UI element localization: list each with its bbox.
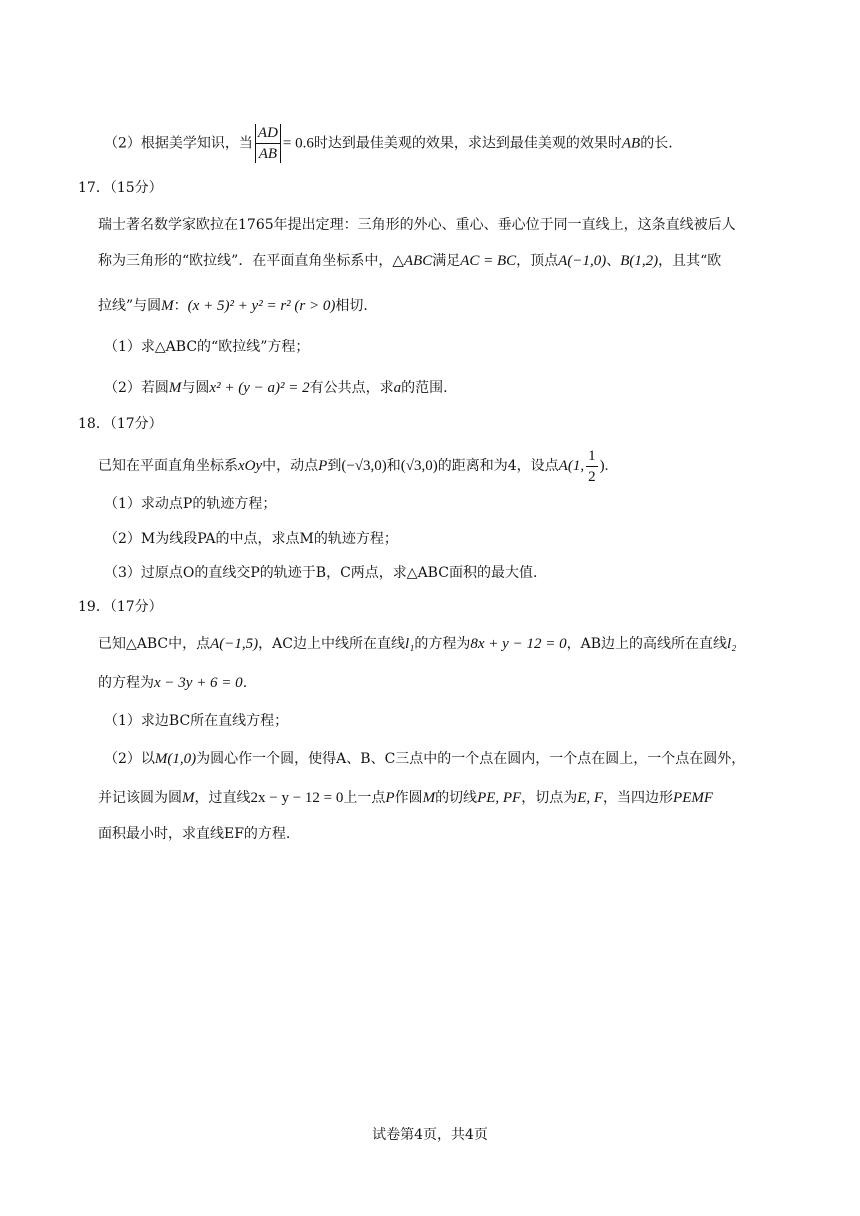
page-footer: 试卷第4页，共4页 [372, 1127, 488, 1143]
p19-line2: 的方程为x − 3y + 6 = 0. [98, 675, 248, 691]
frac-numerator: AD [255, 124, 281, 144]
line-equation: 2x − y − 12 = 0 [250, 790, 344, 806]
triangle-abc: △ABC [392, 253, 433, 269]
focus-2: (√3,0) [400, 458, 438, 474]
segment-ab: AB [621, 135, 641, 152]
point-b: B(1,2) [620, 253, 659, 269]
p19-line1: 已知△ABC中，点A(−1,5)，AC边上中线所在直线l₁的方程为8x + y − 12 = 0，AB边上的高线所在直线l₂ [98, 636, 737, 652]
p19-line4: 并记该圆为圆M，过直线2x − y − 12 = 0上一点P作圆M的切线PE, PF，切点为E, F，当四边形PEMF [98, 790, 714, 806]
p19-question2: （2）以M(1,0)为圆心作一个圆，使得A、B、C三点中的一个点在圆内，一个点在圆上，一个点在圆外， [104, 751, 746, 767]
ratio-fraction [253, 124, 283, 163]
p18-question1: （1）求动点P的轨迹方程； [104, 496, 277, 512]
median-equation: 8x + y − 12 = 0 [470, 636, 567, 652]
eq-value: = 0.6 [282, 135, 314, 152]
focus-1: (−√3,0) [341, 458, 387, 474]
p19-line5: 面积最小时，求直线EF的方程. [98, 826, 291, 842]
frac-denominator: AB [255, 144, 281, 163]
p18-question3: （3）过原点O的直线交P的轨迹于B，C两点，求△ABC面积的最大值. [104, 565, 538, 581]
point-a-coords: A(1, [558, 458, 585, 474]
point-a: A(−1,5) [210, 636, 259, 652]
condition: AC = BC [460, 253, 517, 269]
p18-question2: （2）M为线段PA的中点，求点M的轨迹方程； [104, 531, 398, 547]
p18-line1: 已知在平面直角坐标系xOy中，动点P到(−√3,0)和(√3,0)的距离和为4，设点A(1, $\frac{1}{2}$ ). [98, 447, 609, 485]
p17-line2: 称为三角形的“欧拉线”．在平面直角坐标系中，△ABC满足AC = BC，顶点A(−1,0)、B(1,2)，且其“欧 [98, 253, 722, 269]
p17-line3: 拉线”与圆M：(x + 5)² + y² = r² (r > 0)相切. [98, 298, 368, 314]
problem-18-header: 18．（17分） [78, 416, 163, 432]
problem-19-header: 19．（17分） [78, 599, 163, 615]
circle-equation: (x + 5)² + y² = r² (r > 0) [187, 298, 336, 314]
p19-question1: （1）求边BC所在直线方程； [104, 713, 289, 729]
half-fraction: $\frac{1}{2}$ [588, 447, 596, 485]
problem-17-header: 17．（15分） [78, 180, 163, 196]
p17-question2: （2）若圆M与圆x² + (y − a)² = 2有公共点，求a的范围. [104, 380, 448, 396]
point-a: A(−1,0) [558, 253, 607, 269]
p16-part2 [104, 124, 673, 163]
p16-text: （2）根据美学知识，当 [104, 135, 253, 152]
p17-line1: 瑞士著名数学家欧拉在1765年提出定理：三角形的外心、重心、垂心位于同一直线上，这条直线被后人 [98, 217, 736, 233]
altitude-equation: x − 3y + 6 = 0 [154, 675, 243, 691]
p16-text: 时达到最佳美观的效果，求达到最佳美观的效果时 [313, 135, 622, 152]
circle2-equation: x² + (y − a)² = 2 [209, 380, 310, 396]
p17-question1: （1）求△ABC的“欧拉线”方程； [104, 339, 310, 355]
p16-text: 的长. [640, 135, 673, 152]
circle-m: M [161, 298, 174, 314]
point-m: M(1,0) [154, 751, 197, 767]
